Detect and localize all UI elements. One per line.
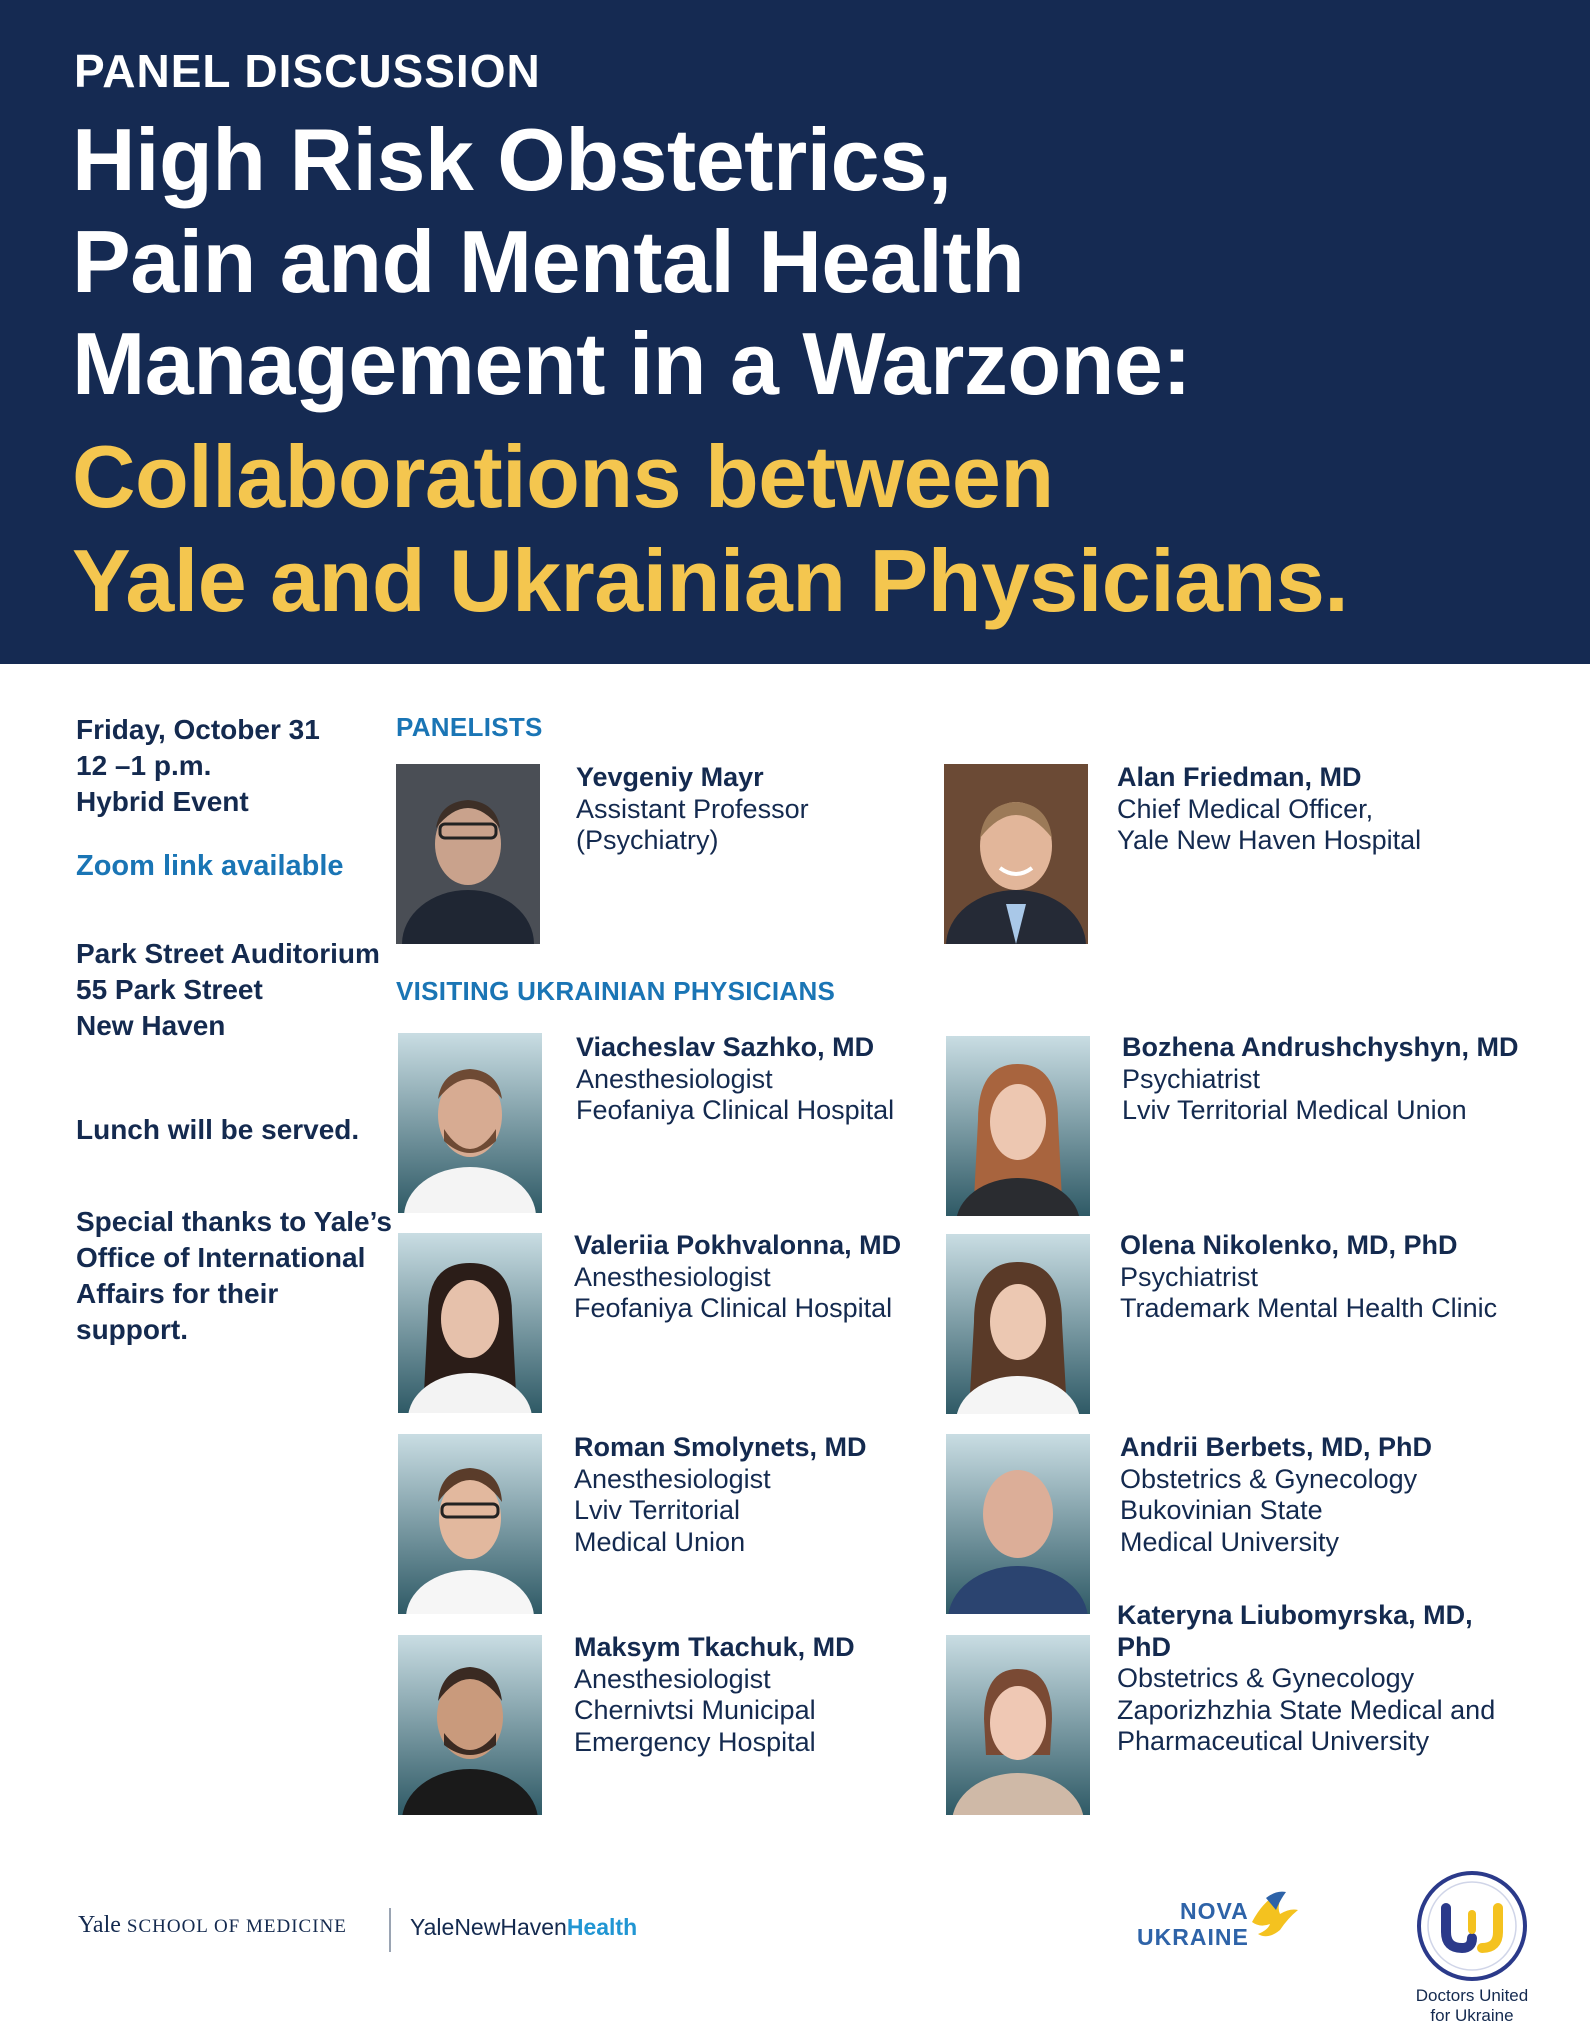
person-detail: (Psychiatry)	[576, 825, 719, 855]
ukraine-wordmark: UKRAINE	[1137, 1924, 1249, 1950]
person-name: Maksym Tkachuk, MD	[574, 1632, 855, 1662]
person-detail: Pharmaceutical University	[1117, 1726, 1430, 1756]
person-detail: Feofaniya Clinical Hospital	[576, 1095, 895, 1125]
physician-card	[1122, 1032, 1519, 1127]
physician-card	[1120, 1432, 1432, 1558]
panelists-heading: PANELISTS	[396, 712, 543, 742]
person-detail: Psychiatrist	[1120, 1261, 1259, 1292]
physician-card	[574, 1432, 867, 1558]
venue-street: 55 Park Street	[76, 974, 263, 1005]
person-detail: Bukovinian State	[1120, 1495, 1323, 1525]
event-format: Hybrid Event	[76, 786, 249, 817]
person-name: Bozhena Andrushchyshyn, MD	[1122, 1032, 1519, 1062]
portrait-photo	[398, 1233, 542, 1413]
person-name: Alan Friedman, MD	[1117, 762, 1362, 792]
event-time: 12 –1 p.m.	[76, 750, 212, 781]
subtitle-line-2: Yale and Ukrainian Physicians.	[72, 531, 1349, 630]
person-detail: Anesthesiologist	[576, 1063, 773, 1094]
portrait-photo	[944, 764, 1088, 944]
person-detail: Anesthesiologist	[574, 1463, 771, 1494]
venue-city: New Haven	[76, 1010, 226, 1041]
person-name: Andrii Berbets, MD, PhD	[1120, 1432, 1433, 1462]
person-detail: Medical University	[1120, 1526, 1340, 1557]
thanks-note	[76, 1204, 392, 1348]
person-detail: Feofaniya Clinical Hospital	[574, 1293, 893, 1323]
doctors-united-logo	[1416, 1870, 1528, 1982]
person-name: Yevgeniy Mayr	[576, 762, 764, 792]
thanks-line: Affairs for their	[76, 1278, 279, 1309]
person-name: Roman Smolynets, MD	[574, 1432, 867, 1462]
portrait-photo	[398, 1434, 542, 1614]
person-detail: Chernivtsi Municipal	[574, 1695, 816, 1725]
physician-card	[1117, 1600, 1495, 1758]
person-name: Kateryna Liubomyrska, MD,	[1117, 1600, 1473, 1630]
portrait-photo	[398, 1033, 542, 1213]
person-detail: Trademark Mental Health Clinic	[1120, 1293, 1498, 1323]
yale-school-logo	[78, 1912, 347, 1939]
person-detail: Medical Union	[574, 1526, 746, 1557]
lunch-note: Lunch will be served.	[76, 1114, 360, 1145]
person-detail: Lviv Territorial Medical Union	[1122, 1095, 1467, 1125]
person-detail: Yale New Haven Hospital	[1117, 825, 1422, 855]
doctors-united-caption	[1390, 1986, 1554, 2026]
person-detail: Psychiatrist	[1122, 1063, 1261, 1094]
person-detail: Chief Medical Officer,	[1117, 793, 1374, 824]
subtitle-line-1: Collaborations between	[72, 427, 1054, 526]
panelist-card	[1117, 762, 1421, 857]
person-name: Valeriia Pokhvalonna, MD	[574, 1230, 902, 1260]
header-banner	[0, 0, 1590, 664]
physician-card	[574, 1230, 901, 1325]
thanks-line: support.	[76, 1314, 188, 1345]
caption-line: for Ukraine	[1430, 2006, 1514, 2025]
visiting-heading: VISITING UKRAINIAN PHYSICIANS	[396, 976, 836, 1006]
title-line-1: High Risk Obstetrics,	[72, 110, 952, 209]
dove-icon	[1246, 1888, 1302, 1944]
thanks-line: Special thanks to Yale’s	[76, 1206, 392, 1237]
event-day: Friday, October 31	[76, 714, 320, 745]
person-detail: Anesthesiologist	[574, 1663, 771, 1694]
physician-card	[574, 1632, 855, 1758]
event-kicker: PANEL DISCUSSION	[74, 45, 541, 97]
ynhh-health-wordmark: Health	[566, 1914, 638, 1940]
yale-school-wordmark: SCHOOL OF MEDICINE	[126, 1916, 347, 1937]
physician-card	[576, 1032, 894, 1127]
person-name: PhD	[1117, 1631, 1171, 1662]
person-detail: Assistant Professor	[576, 793, 809, 824]
person-detail: Anesthesiologist	[574, 1261, 771, 1292]
event-details	[76, 712, 320, 820]
portrait-photo	[946, 1234, 1090, 1414]
venue-name: Park Street Auditorium	[76, 938, 380, 969]
nova-ukraine-logo	[1137, 1898, 1249, 1950]
panelist-card	[576, 762, 809, 857]
nova-wordmark: NOVA	[1180, 1898, 1249, 1924]
title-line-2: Pain and Mental Health	[72, 212, 1025, 311]
yale-wordmark: Yale	[78, 1912, 121, 1938]
portrait-photo	[396, 764, 540, 944]
physician-card	[1120, 1230, 1497, 1325]
footer-divider	[389, 1908, 391, 1952]
person-name: Viacheslav Sazhko, MD	[576, 1032, 875, 1062]
thanks-line: Office of International	[76, 1242, 366, 1273]
person-detail: Zaporizhzhia State Medical and	[1117, 1694, 1496, 1725]
portrait-photo	[946, 1434, 1090, 1614]
title-line-3: Management in a Warzone:	[72, 314, 1192, 413]
portrait-photo	[946, 1036, 1090, 1216]
person-detail: Obstetrics & Gynecology	[1120, 1463, 1418, 1494]
ynhh-logo	[410, 1914, 637, 1941]
person-detail: Obstetrics & Gynecology	[1117, 1663, 1415, 1693]
portrait-photo	[398, 1635, 542, 1815]
event-venue	[76, 936, 380, 1044]
person-detail: Lviv Territorial	[574, 1495, 741, 1525]
person-detail: Emergency Hospital	[574, 1726, 816, 1757]
portrait-photo	[946, 1635, 1090, 1815]
ynhh-wordmark: YaleNewHaven	[410, 1914, 567, 1940]
person-name: Olena Nikolenko, MD, PhD	[1120, 1230, 1458, 1260]
zoom-link[interactable]: Zoom link available	[76, 850, 344, 882]
caption-line: Doctors United	[1415, 1986, 1529, 2005]
